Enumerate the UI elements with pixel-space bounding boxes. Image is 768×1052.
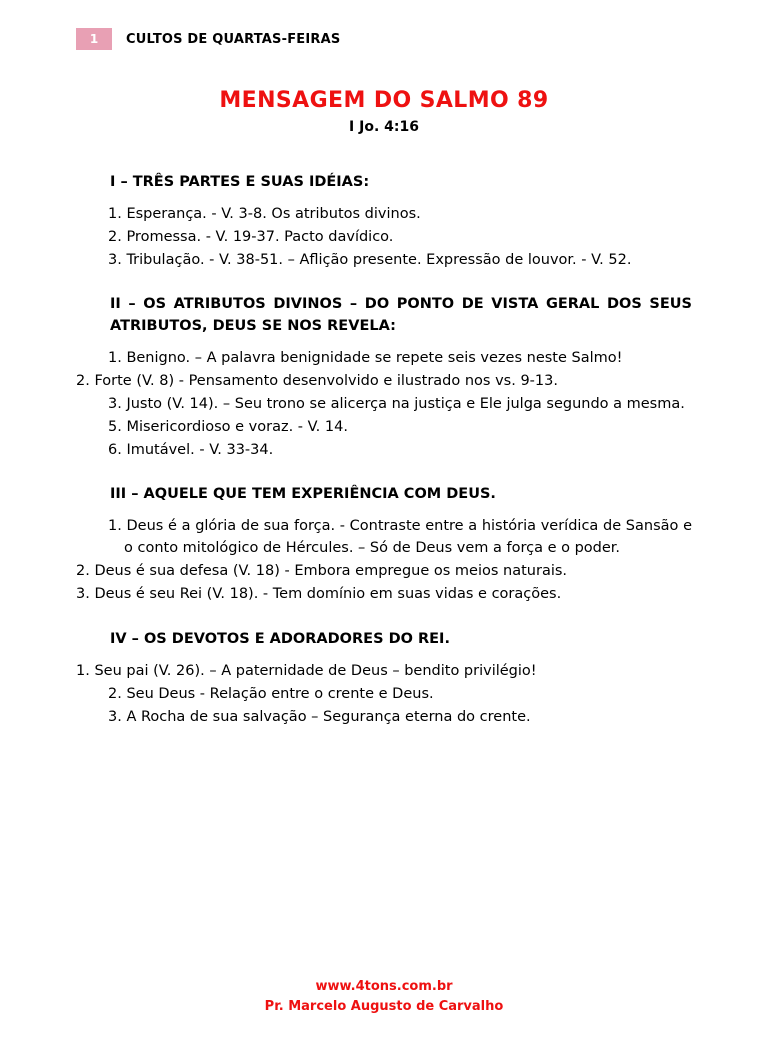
footer-author: Pr. Marcelo Augusto de Carvalho xyxy=(264,998,504,1014)
header-title: CULTOS DE QUARTAS-FEIRAS xyxy=(126,31,341,47)
document-body xyxy=(76,171,692,728)
list-item: 6. Imutável. - V. 33-34. xyxy=(108,442,274,459)
section-2 xyxy=(76,293,692,461)
section-1 xyxy=(76,171,692,271)
section-3 xyxy=(76,483,692,605)
section-4 xyxy=(76,628,692,728)
page-subtitle: I Jo. 4:16 xyxy=(349,119,419,135)
list-item: 1. Seu pai (V. 26). – A paternidade de Deus – bendito privilégio! xyxy=(76,662,537,679)
page-number-badge: 1 xyxy=(76,28,112,50)
page-header xyxy=(0,28,768,50)
page-title: MENSAGEM DO SALMO 89 xyxy=(219,88,549,113)
list-item: 1. Benigno. – A palavra benignidade se repete seis vezes neste Salmo! xyxy=(108,350,623,367)
document-page xyxy=(0,28,768,1052)
list-item: 1. Deus é a glória de sua força. - Contraste entre a história verídica de Sansão e o conto mitológico de Hércules. – Só de Deus vem a força e o poder. xyxy=(108,518,692,557)
list-item: 2. Seu Deus - Relação entre o crente e Deus. xyxy=(108,685,434,702)
list-item: 1. Esperança. - V. 3-8. Os atributos divinos. xyxy=(108,206,421,223)
list-item: 2. Deus é sua defesa (V. 18) - Embora empregue os meios naturais. xyxy=(76,563,568,580)
section-heading: I – TRÊS PARTES E SUAS IDÉIAS: xyxy=(110,174,370,190)
list-item: 5. Misericordioso e voraz. - V. 14. xyxy=(108,419,348,436)
list-item: 2. Promessa. - V. 19-37. Pacto davídico. xyxy=(108,229,394,246)
list-item: 3. Justo (V. 14). – Seu trono se alicerça na justiça e Ele julga segundo a mesma. xyxy=(108,396,685,413)
list-item: 3. A Rocha de sua salvação – Segurança eterna do crente. xyxy=(108,708,531,725)
section-heading: II – OS ATRIBUTOS DIVINOS – DO PONTO DE VISTA GERAL DOS SEUS ATRIBUTOS, DEUS SE NOS REVELA: xyxy=(110,296,692,335)
section-items xyxy=(76,203,692,271)
list-item: 3. Deus é seu Rei (V. 18). - Tem domínio em suas vidas e corações. xyxy=(76,586,562,603)
list-item: 2. Forte (V. 8) - Pensamento desenvolvido e ilustrado nos vs. 9-13. xyxy=(76,373,558,390)
section-items xyxy=(76,347,692,461)
footer-site: www.4tons.com.br xyxy=(315,979,453,994)
section-items xyxy=(76,660,692,728)
section-items xyxy=(76,515,692,605)
section-heading: III – AQUELE QUE TEM EXPERIÊNCIA COM DEUS. xyxy=(110,486,496,503)
title-block xyxy=(0,88,768,135)
list-item: 3. Tribulação. - V. 38-51. – Aflição presente. Expressão de louvor. - V. 52. xyxy=(108,252,632,269)
page-footer xyxy=(0,977,768,1016)
section-heading: IV – OS DEVOTOS E ADORADORES DO REI. xyxy=(110,630,450,647)
